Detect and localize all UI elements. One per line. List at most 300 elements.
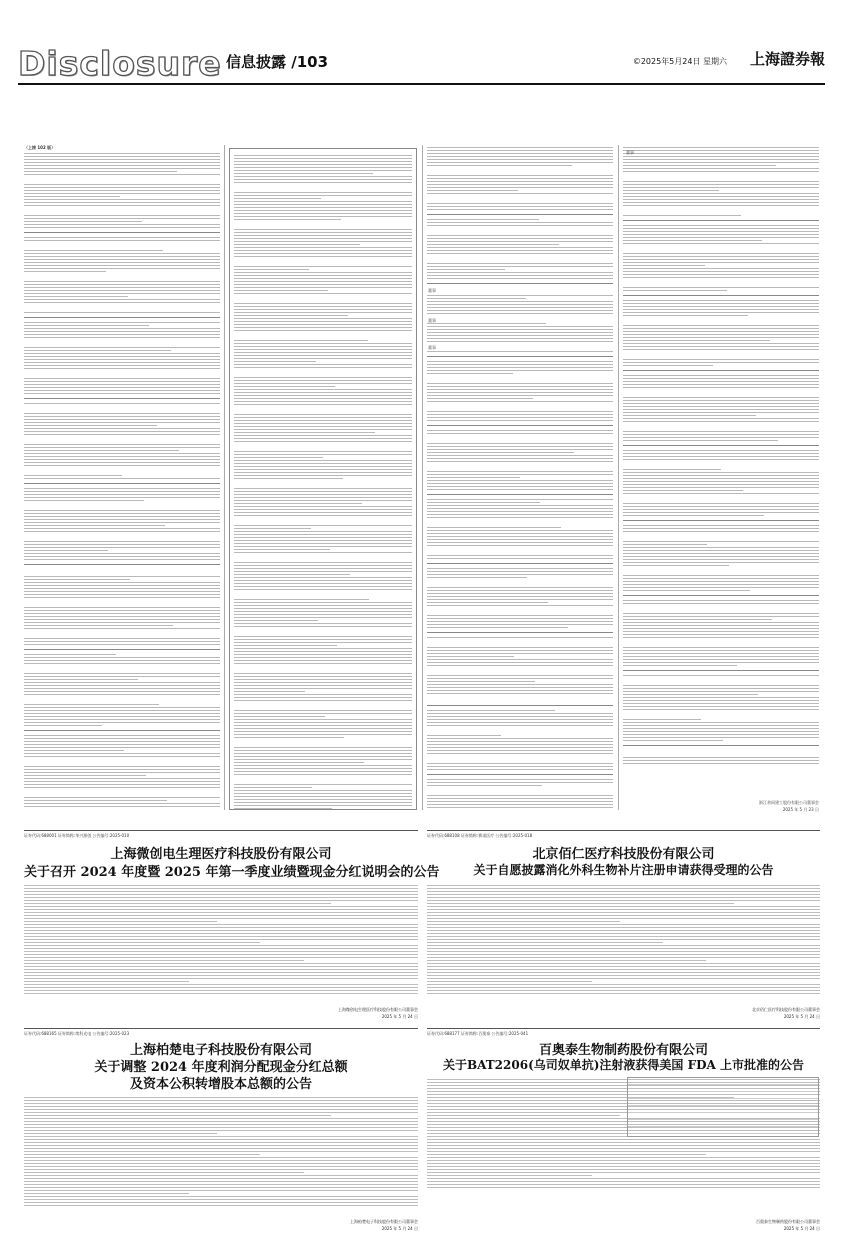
text-line	[234, 238, 412, 239]
text-line	[623, 653, 819, 654]
text-line	[24, 1184, 418, 1185]
text-line	[24, 738, 220, 739]
text-line	[427, 568, 613, 569]
text-line	[623, 147, 819, 148]
text-line	[623, 181, 819, 182]
text-line	[234, 269, 309, 270]
text-line	[427, 924, 820, 925]
text-line	[24, 240, 220, 241]
announcement-title-continued: 及资本公积转增股本总额的公告	[129, 1077, 312, 1092]
text-line	[234, 639, 412, 640]
text-line	[427, 939, 820, 940]
announcement-title: 关于自愿披露消化外科生物补片注册申请获得受理的公告	[473, 863, 774, 877]
text-line	[623, 271, 819, 272]
text-line	[24, 453, 220, 454]
text-line	[427, 725, 613, 726]
text-line	[427, 196, 613, 201]
text-line	[623, 153, 819, 154]
text-line	[234, 352, 412, 353]
text-line	[623, 274, 819, 275]
text-line	[623, 387, 819, 388]
text-line	[24, 625, 173, 626]
column-4-footer-date: 2025 年 5 月 23 日	[782, 807, 819, 812]
text-line	[427, 785, 542, 786]
text-line	[24, 497, 220, 498]
text-line	[427, 370, 613, 371]
text-line	[24, 676, 220, 677]
text-line	[24, 468, 220, 473]
text-line	[623, 568, 819, 573]
text-line	[24, 691, 220, 692]
text-line	[234, 185, 412, 190]
text-line	[427, 637, 613, 638]
text-line	[24, 1124, 418, 1125]
text-line	[24, 591, 220, 592]
signature-company: 北京佰仁医疗科技股份有限公司董事会	[752, 1007, 820, 1012]
text-line	[623, 150, 819, 151]
text-line	[24, 488, 220, 489]
text-line	[623, 196, 819, 197]
text-line	[427, 621, 613, 622]
signature-date: 2025 年 5 月 24 日	[381, 1014, 418, 1019]
text-line	[623, 208, 819, 213]
text-line	[234, 407, 412, 412]
text-line	[234, 346, 412, 347]
signature-company: 上海柏楚电子科技股份有限公司董事会	[350, 1219, 418, 1224]
text-line	[623, 306, 819, 307]
text-line	[427, 425, 613, 426]
text-line	[234, 710, 412, 711]
text-line	[427, 930, 820, 931]
text-line	[427, 927, 820, 928]
text-line	[427, 972, 820, 973]
text-line	[234, 537, 412, 538]
text-line	[427, 489, 613, 490]
text-line	[623, 490, 743, 491]
text-line	[24, 259, 220, 260]
text-line	[24, 547, 220, 548]
text-line	[234, 176, 412, 177]
text-line	[234, 327, 412, 328]
text-line	[234, 296, 412, 301]
text-line	[24, 510, 220, 511]
text-line	[234, 367, 412, 368]
text-line	[623, 509, 819, 510]
stock-code-line: 证券代码:688165 证券简称:埃科光电 公告编号:2025-023	[24, 1031, 130, 1036]
text-line	[234, 611, 412, 612]
text-line	[234, 370, 412, 375]
text-line	[623, 520, 819, 521]
text-line	[234, 358, 412, 359]
text-line	[24, 1175, 418, 1176]
text-line	[623, 184, 819, 185]
text-line	[234, 765, 412, 766]
text-line	[234, 460, 412, 461]
text-line	[234, 250, 412, 251]
text-line	[623, 544, 707, 545]
text-line	[24, 398, 220, 399]
text-line	[24, 1139, 418, 1140]
text-line	[623, 409, 819, 410]
text-line	[24, 1205, 418, 1206]
text-line	[623, 550, 819, 551]
text-line	[24, 184, 220, 185]
stock-code-line: 证券代码:688108 证券简称:赛诺医疗 公告编号:2025-018	[427, 833, 533, 838]
column-4-footer-company: 浙江余同建工股份有限公司董事会	[759, 800, 819, 805]
text-line	[623, 578, 819, 579]
text-line	[24, 741, 220, 742]
text-line	[24, 1163, 418, 1164]
text-line	[24, 337, 220, 338]
text-line	[623, 725, 819, 726]
text-line	[427, 517, 613, 518]
text-line	[24, 1127, 418, 1128]
text-line	[427, 662, 613, 663]
text-line	[427, 1139, 820, 1140]
text-line	[427, 401, 613, 402]
text-line	[427, 788, 613, 793]
text-line	[24, 478, 220, 479]
text-line	[623, 290, 727, 291]
text-line	[234, 583, 412, 584]
text-line	[427, 587, 613, 588]
text-line	[427, 455, 613, 456]
text-line	[24, 447, 220, 448]
text-line	[234, 417, 412, 418]
text-line	[24, 287, 220, 288]
text-line	[623, 484, 819, 485]
text-line	[623, 590, 750, 591]
text-line	[24, 610, 220, 611]
text-line	[24, 281, 220, 282]
text-line	[234, 491, 412, 492]
text-line	[427, 1166, 820, 1167]
text-line	[24, 990, 418, 991]
text-line	[427, 1157, 820, 1158]
text-line	[24, 1169, 418, 1170]
text-line	[24, 317, 220, 318]
text-line	[427, 266, 613, 267]
text-line	[427, 957, 820, 958]
text-line	[623, 675, 819, 676]
text-line	[24, 885, 418, 886]
text-line	[427, 900, 820, 901]
text-line	[24, 710, 220, 711]
text-line	[623, 531, 819, 532]
text-line	[24, 328, 220, 329]
text-line	[24, 1097, 418, 1098]
text-line	[24, 891, 418, 892]
text-line	[427, 527, 561, 528]
text-line	[427, 398, 533, 399]
text-line	[427, 722, 613, 723]
text-line	[623, 472, 819, 473]
text-line	[24, 969, 418, 970]
text-line	[234, 155, 412, 156]
text-line	[24, 781, 220, 782]
text-line	[24, 162, 220, 163]
text-line	[234, 731, 412, 732]
text-line	[623, 694, 758, 695]
text-line	[234, 808, 332, 809]
announcement-body	[24, 883, 418, 1003]
text-line	[623, 547, 819, 548]
text-line	[234, 768, 412, 769]
text-line	[623, 280, 819, 285]
company-name: 上海微创电生理医疗科技股份有限公司	[110, 847, 332, 862]
text-line	[24, 1136, 418, 1137]
text-line	[623, 731, 819, 732]
text-line	[623, 174, 819, 179]
text-line	[234, 651, 412, 652]
text-line	[24, 1145, 418, 1146]
text-line	[427, 187, 613, 188]
announcement-block-2	[427, 830, 820, 1020]
text-line	[427, 590, 613, 591]
text-line	[427, 520, 613, 525]
text-line	[234, 253, 412, 254]
text-line	[623, 647, 819, 648]
text-line	[24, 208, 220, 213]
text-line	[234, 457, 323, 458]
text-line	[623, 156, 819, 157]
text-line	[427, 713, 613, 714]
text-line	[234, 469, 412, 470]
text-line	[24, 657, 220, 658]
text-line	[234, 315, 348, 316]
text-line	[24, 1166, 418, 1167]
text-line	[427, 1178, 820, 1179]
text-line	[623, 734, 819, 735]
text-line	[427, 452, 574, 453]
table-row	[628, 1127, 818, 1134]
text-line	[24, 393, 220, 394]
stock-code-line: 证券代码:688001 证券简称:华兴源创 公告编号:2025-010	[24, 833, 130, 838]
text-line	[24, 716, 220, 717]
text-line	[623, 415, 756, 416]
text-line	[24, 243, 220, 248]
text-line	[427, 618, 613, 619]
text-line	[623, 412, 819, 413]
text-line	[234, 182, 412, 183]
text-line	[24, 153, 220, 154]
text-line	[24, 296, 128, 297]
text-line	[427, 304, 613, 305]
text-line	[427, 156, 613, 157]
text-line	[427, 269, 505, 270]
text-line	[427, 602, 548, 603]
text-line	[24, 649, 220, 650]
text-line	[234, 534, 412, 535]
text-line	[24, 550, 108, 551]
text-line	[427, 214, 613, 215]
text-line	[24, 1196, 418, 1197]
text-line	[427, 936, 820, 937]
text-line	[24, 422, 220, 423]
text-line	[234, 170, 412, 171]
text-line	[234, 481, 412, 486]
text-line	[234, 666, 412, 671]
text-line	[24, 921, 217, 922]
text-line	[623, 162, 819, 163]
text-line	[24, 187, 220, 188]
text-line	[24, 177, 220, 182]
text-line	[623, 528, 819, 529]
text-line	[427, 933, 820, 934]
text-line	[234, 654, 412, 655]
text-line	[24, 1103, 418, 1104]
announcement-block-3	[24, 1028, 418, 1233]
text-line	[234, 284, 412, 285]
text-line	[24, 353, 220, 354]
text-line	[623, 745, 819, 746]
text-line	[623, 478, 819, 479]
text-line	[427, 505, 613, 506]
text-line	[427, 984, 820, 985]
text-line	[24, 987, 418, 988]
text-line	[623, 469, 721, 470]
text-line	[234, 404, 412, 405]
text-line	[234, 636, 412, 637]
text-line	[427, 474, 613, 475]
text-line	[234, 503, 362, 504]
text-line	[24, 663, 220, 664]
text-line	[623, 459, 819, 460]
text-line	[234, 525, 412, 526]
text-line	[623, 659, 819, 660]
column-4-label: 董事	[626, 150, 634, 155]
text-line	[24, 250, 163, 251]
text-line	[427, 228, 613, 233]
text-line	[427, 278, 613, 279]
text-line	[427, 411, 613, 412]
text-line	[234, 716, 325, 717]
text-line	[234, 383, 412, 384]
text-line	[234, 740, 412, 745]
text-line	[427, 681, 535, 682]
text-line	[234, 312, 412, 313]
announcement-column-2	[229, 148, 417, 810]
text-line	[24, 619, 220, 620]
text-line	[427, 804, 613, 805]
text-line	[623, 228, 819, 229]
issue-date: ©2025年5月24日 星期六	[632, 57, 727, 66]
text-line	[623, 262, 819, 263]
text-line	[234, 728, 412, 729]
text-line	[623, 631, 819, 632]
text-line	[427, 1187, 820, 1188]
text-line	[24, 778, 220, 779]
text-line	[623, 685, 819, 686]
text-line	[24, 1178, 418, 1179]
text-line	[234, 697, 412, 698]
text-line	[24, 933, 418, 934]
text-line	[427, 326, 613, 327]
text-line	[234, 423, 412, 424]
text-line	[24, 984, 418, 985]
text-line	[24, 159, 220, 160]
text-line	[234, 259, 412, 264]
text-line	[234, 793, 412, 794]
text-line	[427, 238, 613, 239]
text-line	[427, 719, 613, 720]
text-line	[427, 247, 613, 248]
text-line	[427, 909, 820, 910]
text-line	[427, 483, 613, 484]
table-row	[628, 1106, 818, 1113]
text-line	[24, 322, 220, 323]
text-line	[623, 475, 819, 476]
text-line	[623, 462, 819, 467]
text-line	[24, 1115, 331, 1116]
text-line	[234, 389, 412, 390]
text-line	[24, 1181, 418, 1182]
text-line	[24, 897, 418, 898]
text-line	[234, 574, 350, 575]
column-3-label-a: 董事	[428, 288, 436, 293]
text-line	[623, 215, 741, 216]
text-line	[234, 747, 412, 748]
text-line	[623, 220, 819, 221]
text-line	[427, 975, 820, 976]
text-line	[234, 577, 412, 578]
text-line	[234, 700, 412, 701]
text-line	[623, 312, 819, 313]
text-line	[427, 668, 613, 673]
text-line	[623, 168, 819, 169]
text-line	[24, 894, 418, 895]
text-line	[427, 1169, 820, 1170]
text-line	[24, 1142, 418, 1143]
text-line	[427, 250, 613, 251]
text-line	[24, 425, 157, 426]
text-line	[24, 644, 220, 645]
text-line	[24, 406, 220, 411]
text-line	[234, 509, 412, 510]
text-line	[24, 416, 220, 417]
text-line	[427, 678, 613, 679]
text-line	[234, 444, 412, 449]
text-line	[427, 536, 613, 537]
text-line	[24, 559, 220, 560]
text-line	[24, 1130, 418, 1131]
text-line	[427, 1175, 592, 1176]
text-line	[427, 912, 820, 913]
text-line	[427, 175, 613, 176]
text-line	[24, 218, 220, 219]
text-line	[234, 158, 412, 159]
text-line	[24, 978, 418, 979]
text-line	[234, 685, 412, 686]
text-line	[234, 777, 412, 782]
text-line	[623, 650, 819, 651]
text-line	[623, 628, 819, 629]
text-line	[234, 546, 412, 547]
announcement-body	[427, 883, 820, 1003]
text-line	[427, 430, 613, 431]
text-line	[427, 741, 613, 742]
text-line	[427, 288, 613, 293]
text-line	[427, 624, 613, 625]
text-line	[427, 344, 613, 349]
text-line	[234, 796, 412, 797]
text-line	[623, 231, 819, 232]
masthead	[18, 44, 825, 82]
text-line	[427, 593, 613, 594]
text-line	[623, 240, 762, 241]
text-line	[234, 247, 412, 248]
text-line	[24, 494, 220, 495]
